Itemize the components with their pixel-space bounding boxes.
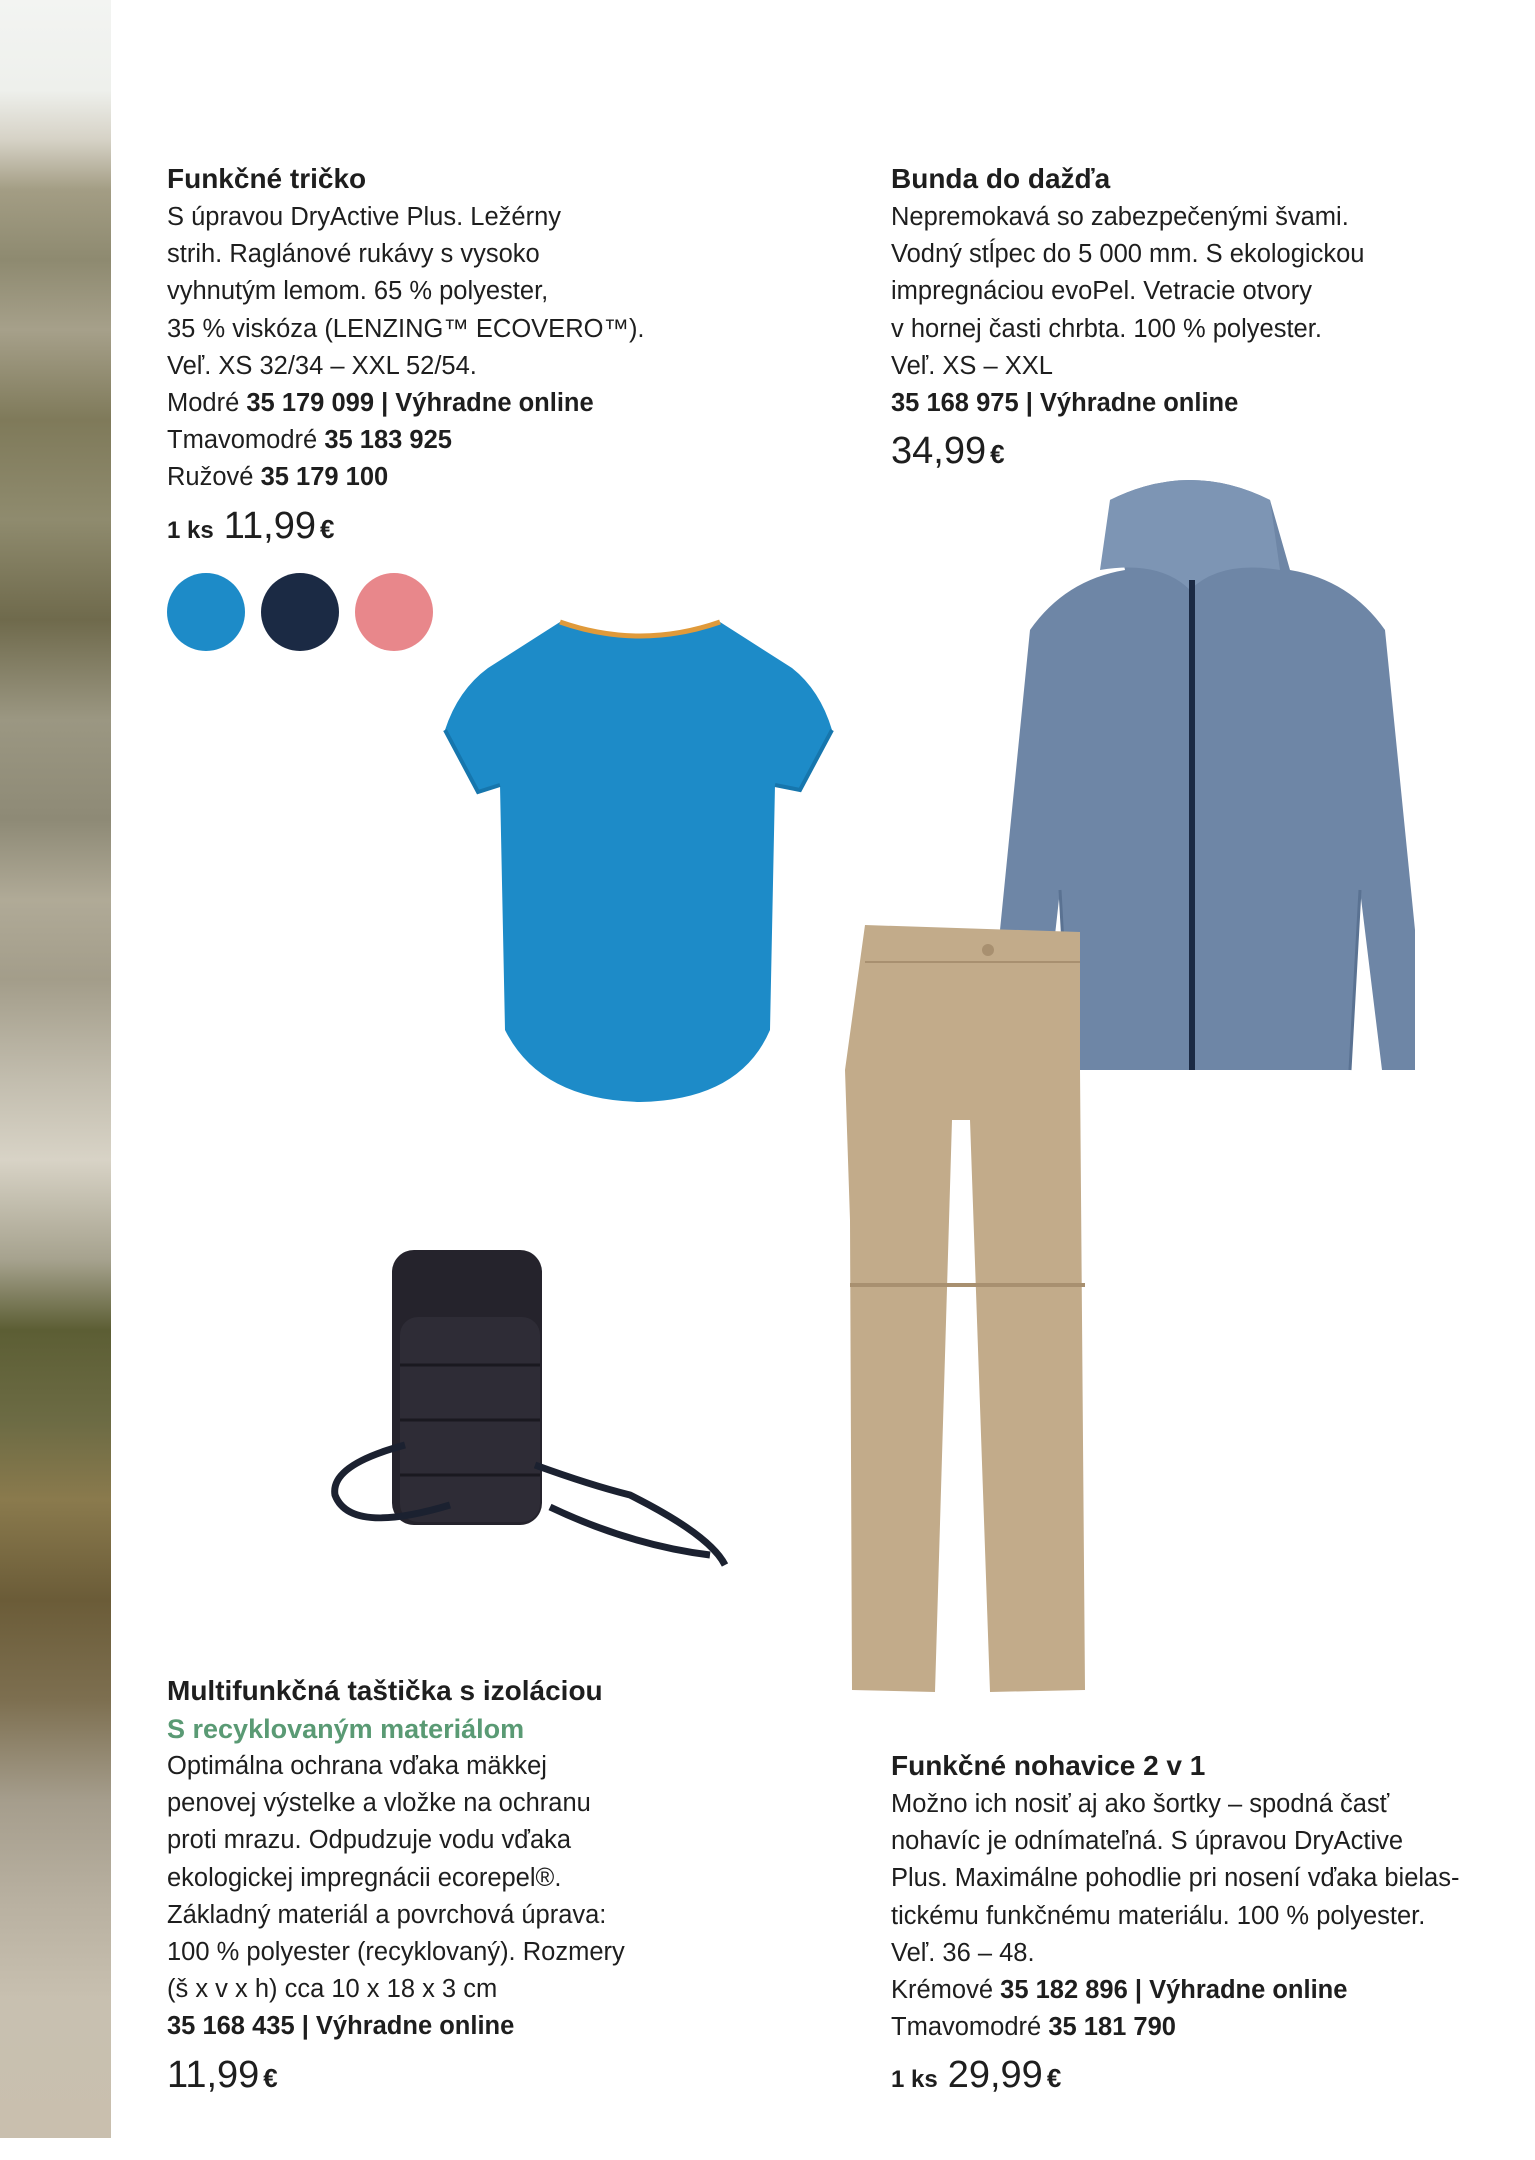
variant-color: Tmavomodré xyxy=(891,2013,1042,2042)
bag-desc-line: Optimálna ochrana vďaka mäkkej xyxy=(167,1752,547,1780)
variant-code: 35 183 925 xyxy=(324,426,452,455)
bag-subtitle: S recyklovaným materiálom xyxy=(167,1714,525,1744)
color-swatch-blue[interactable] xyxy=(167,573,245,651)
tshirt-image xyxy=(440,610,840,1110)
bag-image xyxy=(330,1245,730,1605)
variant-color: Krémové xyxy=(891,1976,994,2005)
bag-code: 35 168 435 | Výhradne online xyxy=(167,2012,515,2041)
tshirt-price xyxy=(167,503,645,554)
variant-code: 35 182 896 | Výhradne online xyxy=(1000,1976,1348,2005)
jacket-code: 35 168 975 | Výhradne online xyxy=(891,389,1239,418)
bag-title: Multifunkčná taštička s izoláciou xyxy=(167,1675,603,1706)
price-value: 29,99 xyxy=(947,2054,1043,2097)
price-currency: € xyxy=(1046,2063,1062,2094)
jacket-block xyxy=(891,160,1364,477)
bag-desc-line: penovej výstelke a vložke na ochranu xyxy=(167,1789,591,1818)
price-currency: € xyxy=(320,513,335,544)
bag-desc-line: ekologickej impregnácii ecorepel®. xyxy=(167,1863,562,1892)
pants-desc-line: Veľ. 36 – 48. xyxy=(891,1938,1035,1967)
variant-color: Tmavomodré xyxy=(167,426,318,455)
bag-desc-line: Základný materiál a povrchová úprava: xyxy=(167,1900,607,1929)
tshirt-variant xyxy=(167,385,645,422)
tshirt-desc-line: S úpravou DryActive Plus. Ležérny xyxy=(167,203,562,231)
tshirt-desc-line: strih. Raglánové rukávy s vysoko xyxy=(167,240,540,269)
landscape-photo-strip xyxy=(0,0,111,2138)
jacket-title: Bunda do dažďa xyxy=(891,163,1111,194)
bag-desc-line: (š x v x h) cca 10 x 18 x 3 cm xyxy=(167,1975,498,2004)
color-swatch-pink[interactable] xyxy=(355,573,433,651)
pants-desc-line: Možno ich nosiť aj ako šortky – spodná časť xyxy=(891,1790,1390,1818)
jacket-desc-line: impregnáciou evoPel. Vetracie otvory xyxy=(891,277,1312,306)
bag-desc-line: proti mrazu. Odpudzuje vodu vďaka xyxy=(167,1826,572,1855)
variant-code: 35 179 099 | Výhradne online xyxy=(246,389,594,418)
price-qty: 1 ks xyxy=(167,516,214,544)
pants-variant xyxy=(891,1972,1459,2009)
bag-block xyxy=(167,1672,625,2101)
bag-price xyxy=(167,2052,625,2101)
pants-price xyxy=(891,2052,1459,2103)
pants-desc-line: nohavíc je odnímateľná. S úpravou DryActive xyxy=(891,1827,1404,1856)
tshirt-desc-line: 35 % viskóza (LENZING™ ECOVERO™). xyxy=(167,314,645,343)
price-currency: € xyxy=(990,439,1005,470)
price-value: 11,99 xyxy=(223,504,316,547)
tshirt-variant xyxy=(167,459,645,496)
tshirt-desc-line: Veľ. XS 32/34 – XXL 52/54. xyxy=(167,351,477,380)
variant-color: Modré xyxy=(167,389,240,418)
tshirt-title: Funkčné tričko xyxy=(167,163,367,194)
tshirt-desc-line: vyhnutým lemom. 65 % polyester, xyxy=(167,277,549,306)
price-currency: € xyxy=(263,2062,278,2093)
variant-code: 35 179 100 xyxy=(260,463,389,492)
jacket-desc-line: Veľ. XS – XXL xyxy=(891,351,1053,380)
tshirt-block xyxy=(167,160,645,554)
pants-block xyxy=(891,1747,1459,2103)
pants-title: Funkčné nohavice 2 v 1 xyxy=(891,1750,1206,1781)
pants-desc-line: tickému funkčnému materiálu. 100 % polyester. xyxy=(891,1901,1426,1930)
jacket-desc-line: Vodný stĺpec do 5 000 mm. S ekologickou xyxy=(891,240,1365,269)
price-value: 11,99 xyxy=(167,2053,260,2096)
color-swatch-navy[interactable] xyxy=(261,573,339,651)
variant-code: 35 181 790 xyxy=(1048,2013,1176,2042)
variant-color: Ružové xyxy=(167,463,254,492)
jacket-desc-line: v hornej časti chrbta. 100 % polyester. xyxy=(891,314,1322,343)
price-value: 34,99 xyxy=(891,430,987,473)
bag-desc-line: 100 % polyester (recyklovaný). Rozmery xyxy=(167,1938,625,1967)
price-qty: 1 ks xyxy=(891,2066,938,2094)
pants-image xyxy=(840,920,1090,1695)
tshirt-variant xyxy=(167,422,645,459)
jacket-desc-line: Nepremokavá so zabezpečenými švami. xyxy=(891,203,1349,231)
pants-desc-line: Plus. Maximálne pohodlie pri nosení vďaka bielas- xyxy=(891,1864,1460,1893)
pants-variant xyxy=(891,2009,1459,2046)
